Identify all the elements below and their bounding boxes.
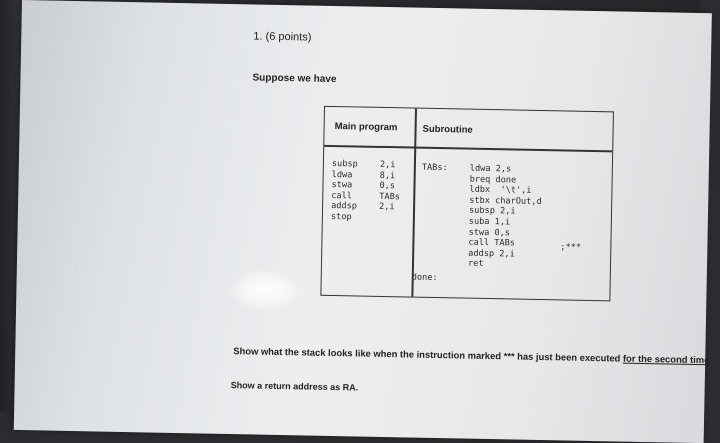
intro-text: Suppose we have <box>252 72 337 86</box>
question-points: (6 points) <box>265 30 312 44</box>
header-main-program: Main program <box>334 121 398 134</box>
question-header <box>253 30 311 43</box>
main-program-args: 2,i 8,i 0,s TABs 2,i <box>378 159 401 213</box>
table-divider-vertical <box>411 109 416 297</box>
header-subroutine: Subroutine <box>422 123 473 136</box>
main-program-ops: subsp ldwa stwa call addsp stop <box>330 158 358 223</box>
prompt-main-text: Show what the stack looks like when the instruction marked *** has just been executed <box>233 345 624 364</box>
prompt-underlined-text: for the second time <box>622 352 710 366</box>
prompt-end: . <box>709 354 713 366</box>
light-glare <box>230 270 300 310</box>
label-done: done: <box>411 272 438 284</box>
marker-comment: ;*** <box>560 242 582 253</box>
instruction-prompt <box>233 345 713 365</box>
code-table <box>320 106 614 302</box>
question-number: 1. <box>253 30 263 43</box>
paper-sheet <box>14 0 712 443</box>
return-address-note: Show a return address as RA. <box>230 380 359 393</box>
subroutine-code: ldwa 2,s breq done ldbx '\t',i stbx charOut,d subsp 2,i suba 1,i stwa 0,s call TABs addsp 2,i ret <box>467 163 542 270</box>
label-tabs: TABs: <box>421 162 448 174</box>
table-divider-horizontal <box>324 145 612 152</box>
